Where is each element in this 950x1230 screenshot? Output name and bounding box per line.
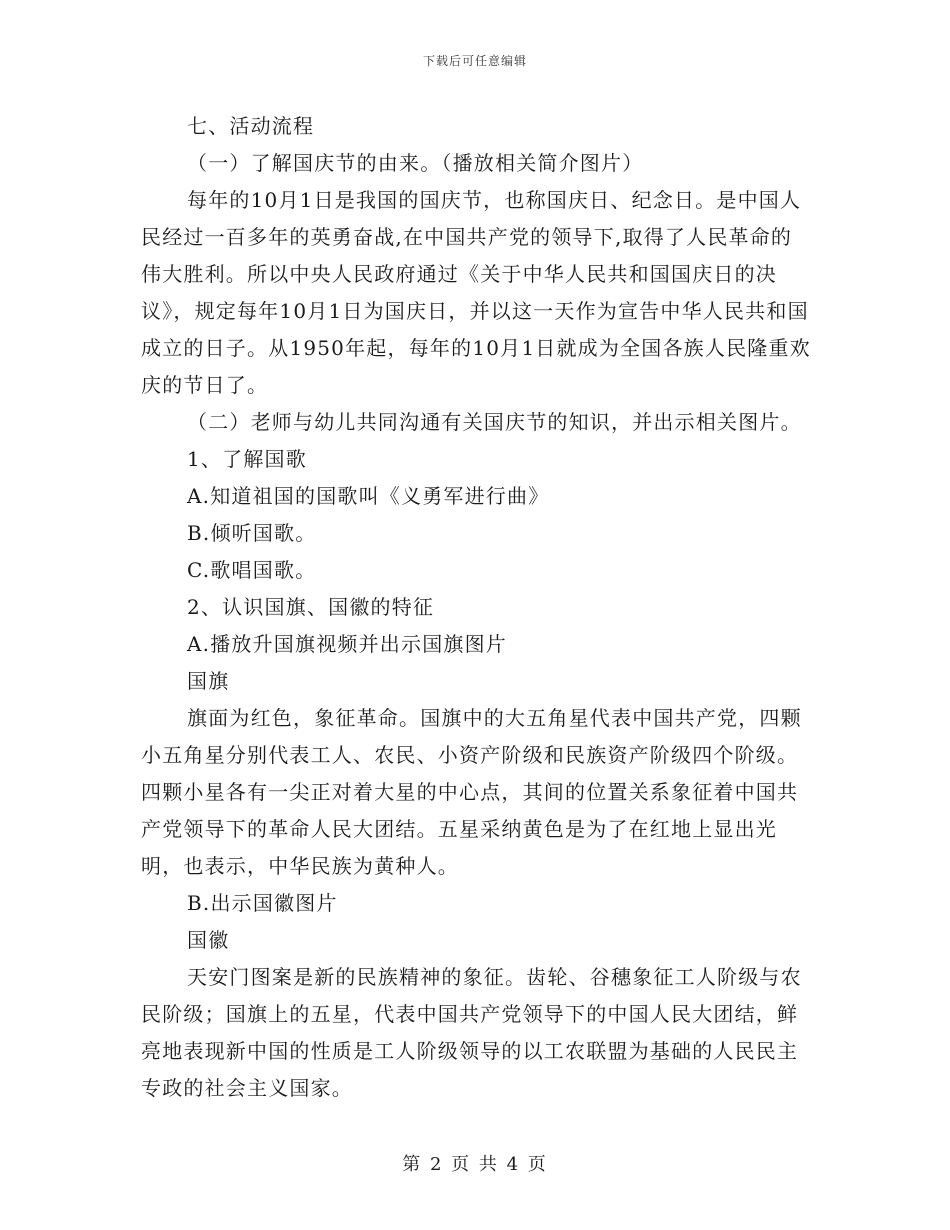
flag-paragraph: 旗面为红色，象征革命。国旗中的大五角星代表中国共产党，四颗小五角星分别代表工人、农民、小资产阶级和民族资产阶级四个阶级。四颗小星各有一尖正对着大星的中心点，其间的位置关系象征着中国共产党领导下的革命人民大团结。五星采纳黄色是为了在红地上显出光明，也表示，中华民族为黄种人。 — [141, 706, 802, 878]
anthem-title: 1、了解国歌 — [187, 447, 307, 471]
anthem-item-b: B.倾听国歌。 — [187, 521, 317, 545]
page-number-footer: 第 2 页 共 4 页 — [402, 1154, 548, 1175]
emblem-item-b: B.出示国徽图片 — [187, 891, 338, 915]
flag-emblem-title: 2、认识国旗、国徽的特征 — [187, 595, 435, 619]
anthem-item-c: C.歌唱国歌。 — [187, 558, 317, 582]
document-body — [141, 108, 811, 1107]
emblem-label: 国徽 — [187, 928, 230, 952]
emblem-paragraph: 天安门图案是新的民族精神的象征。齿轮、谷穗象征工人阶级与农民阶级；国旗上的五星，代表中国共产党领导下的中国人民大团结，鲜亮地表现新中国的性质是工人阶级领导的以工农联盟为基础的人民民主专政的社会主义国家。 — [141, 965, 802, 1100]
page-header-note: 下载后可任意编辑 — [422, 54, 527, 68]
anthem-item-a: A.知道祖国的国歌叫《义勇军进行曲》 — [187, 484, 550, 508]
section-title: 七、活动流程 — [187, 114, 315, 138]
flag-item-a: A.播放升国旗视频并出示国旗图片 — [187, 632, 508, 656]
part2-title: （二）老师与幼儿共同沟通有关国庆节的知识，并出示相关图片。 — [187, 410, 802, 434]
flag-label: 国旗 — [187, 669, 230, 693]
part1-paragraph: 每年的10月1日是我国的国庆节，也称国庆日、纪念日。是中国人民经过一百多年的英勇奋战,在中国共产党的领导下,取得了人民革命的伟大胜利。所以中央人民政府通过《关于中华人民共和国国庆日的决议》，规定每年10月1日为国庆日，并以这一天作为宣告中华人民共和国成立的日子。从1950年起，每年的10月1日就成为全国各族人民隆重欢庆的节日了。 — [141, 188, 811, 397]
part1-title: （一）了解国庆节的由来。（播放相关简介图片） — [187, 151, 644, 175]
